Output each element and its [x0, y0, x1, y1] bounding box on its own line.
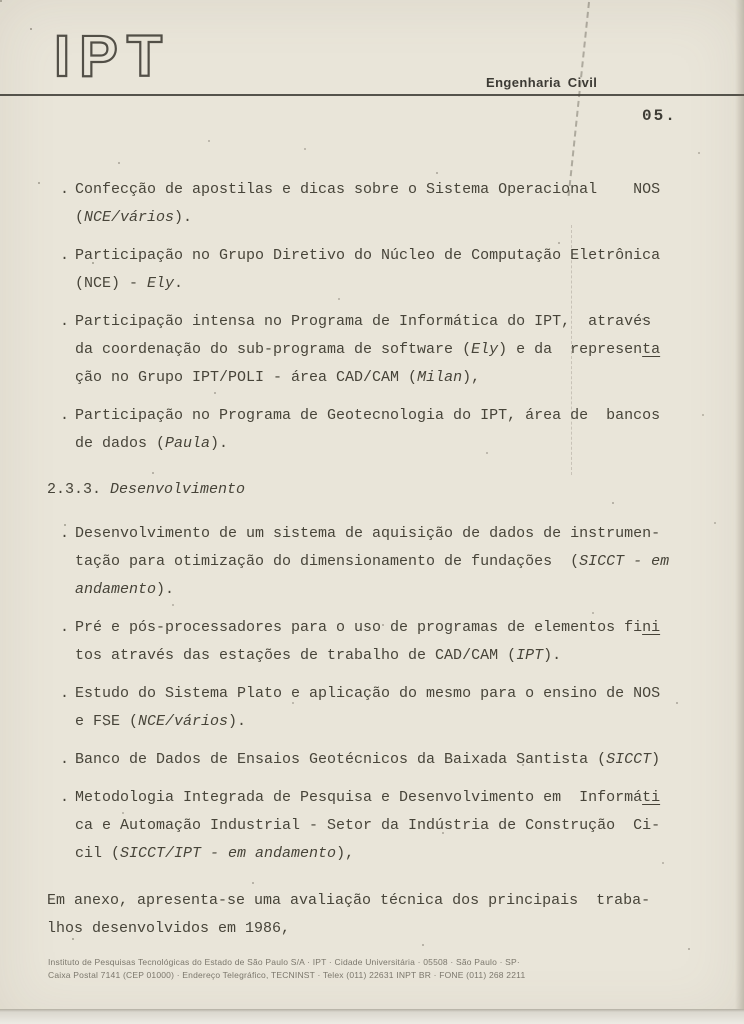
- text-segment: cil (: [75, 845, 121, 862]
- text-segment: Pré e pós-processadores para o uso de programas de elementos fi: [75, 619, 643, 636]
- text-segment: lhos desenvolvidos em 1986,: [47, 920, 291, 937]
- department-label: Engenharia Civil: [486, 75, 598, 90]
- text-lines: [75, 242, 707, 298]
- text-lines: [75, 308, 707, 392]
- text-segment: 2.3.3.: [47, 481, 111, 498]
- text-line: [47, 915, 707, 943]
- text-segment: de dados (: [75, 435, 166, 452]
- text-line: [47, 476, 707, 504]
- text-line: [75, 812, 707, 840]
- text-segment: IPT: [516, 647, 544, 664]
- bullet-item: [47, 176, 707, 232]
- text-line: [75, 308, 707, 336]
- bullet-marker: .: [60, 407, 70, 424]
- paper-crease-mid: [571, 225, 572, 475]
- text-line: [75, 402, 707, 430]
- bullet-marker: .: [60, 247, 70, 264]
- text-lines: [47, 476, 707, 504]
- ipt-logo-text: IPT: [54, 24, 172, 88]
- text-segment: ).: [228, 713, 247, 730]
- bullet-item: [47, 520, 707, 604]
- text-segment: ).: [210, 435, 229, 452]
- bullet-item: [47, 242, 707, 298]
- bullet-item: [47, 402, 707, 458]
- text-segment: tos através das estações de trabalho de CAD/CAM (: [75, 647, 517, 664]
- text-line: [75, 242, 707, 270]
- text-segment: Ely: [147, 275, 175, 292]
- text-segment: ),: [336, 845, 355, 862]
- text-line: [75, 680, 707, 708]
- footer-line-1: Instituto de Pesquisas Tecnológicas do Estado de São Paulo S/A · IPT · Cidade Universitária · 05508 · São Paulo · SP·: [48, 957, 520, 967]
- text-line: [75, 614, 707, 642]
- text-segment: NCE/vários: [84, 209, 175, 226]
- text-line: [75, 642, 707, 670]
- text-segment: Participação no Grupo Diretivo do Núcleo de Computação Eletrônica: [75, 247, 661, 264]
- text-line: [75, 364, 707, 392]
- scan-edge-bottom: [0, 1009, 744, 1024]
- text-segment: SICCT: [606, 751, 652, 768]
- text-lines: [75, 402, 707, 458]
- text-segment: e FSE (: [75, 713, 139, 730]
- text-segment: Milan: [417, 369, 463, 386]
- text-lines: [75, 176, 707, 232]
- text-line: [75, 784, 707, 812]
- text-line: [75, 430, 707, 458]
- text-segment: ): [651, 751, 661, 768]
- bullet-marker: .: [60, 181, 70, 198]
- section-heading: [47, 476, 707, 504]
- text-line: [75, 176, 707, 204]
- text-line: [75, 270, 707, 298]
- ipt-logo-icon: [52, 24, 220, 88]
- bullet-marker: .: [60, 685, 70, 702]
- bullet-item: [47, 614, 707, 670]
- text-line: [75, 840, 707, 868]
- text-lines: [75, 614, 707, 670]
- text-segment: ).: [156, 581, 175, 598]
- content-blocks: [47, 176, 707, 953]
- text-segment: da coordenação do sub-programa de software (: [75, 341, 472, 358]
- ipt-logo: [52, 24, 220, 93]
- text-segment: ni: [642, 619, 661, 636]
- text-segment: ).: [174, 209, 193, 226]
- text-segment: SICCT/IPT - em andamento: [120, 845, 337, 862]
- footer-line-2: Caixa Postal 7141 (CEP 01000) · Endereço Telegráfico, TECNINST · Telex (011) 22631 INPT BR · FONE (011) 268 2211: [48, 970, 526, 980]
- text-line: [75, 548, 707, 576]
- text-segment: Paula: [165, 435, 211, 452]
- text-segment: tação para otimização do dimensionamento de fundações (: [75, 553, 580, 570]
- bullet-marker: .: [60, 789, 70, 806]
- text-segment: Participação intensa no Programa de Informática do IPT, através: [75, 313, 652, 330]
- text-segment: Desenvolvimento: [110, 481, 246, 498]
- text-segment: ta: [642, 341, 661, 358]
- text-line: [75, 336, 707, 364]
- text-line: [47, 887, 707, 915]
- text-lines: [75, 680, 707, 736]
- text-segment: SICCT - em: [579, 553, 670, 570]
- bullet-marker: .: [60, 525, 70, 542]
- text-segment: Desenvolvimento de um sistema de aquisição de dados de instrumen-: [75, 525, 661, 542]
- text-segment: ção no Grupo IPT/POLI - área CAD/CAM (: [75, 369, 418, 386]
- paper-noise: [0, 0, 2, 2]
- text-lines: [75, 784, 707, 868]
- bullet-marker: .: [60, 619, 70, 636]
- text-line: [75, 520, 707, 548]
- text-segment: ) e da represen: [498, 341, 643, 358]
- text-segment: ti: [642, 789, 661, 806]
- text-lines: [47, 887, 707, 943]
- header-divider: [0, 94, 744, 96]
- text-line: [75, 204, 707, 232]
- text-segment: Metodologia Integrada de Pesquisa e Desenvolvimento em Informá: [75, 789, 643, 806]
- text-line: [75, 746, 707, 774]
- text-segment: Em anexo, apresenta-se uma avaliação técnica dos principais traba-: [47, 892, 651, 909]
- text-segment: andamento: [75, 581, 157, 598]
- bullet-item: [47, 308, 707, 392]
- text-segment: ),: [462, 369, 481, 386]
- bullet-marker: .: [60, 751, 70, 768]
- text-segment: Participação no Programa de Geotecnologia do IPT, área de bancos: [75, 407, 661, 424]
- text-segment: .: [174, 275, 184, 292]
- text-segment: Ely: [471, 341, 499, 358]
- scan-edge-right: [735, 0, 744, 1024]
- letterhead-footer: [48, 956, 668, 982]
- bullet-marker: .: [60, 313, 70, 330]
- text-lines: [75, 746, 707, 774]
- text-segment: Confecção de apostilas e dicas sobre o Sistema Operacional NOS: [75, 181, 661, 198]
- text-segment: ).: [543, 647, 562, 664]
- text-line: [75, 708, 707, 736]
- bullet-item: [47, 784, 707, 868]
- text-segment: NCE/vários: [138, 713, 229, 730]
- paper-crease-top: [568, 2, 590, 196]
- paragraph: [47, 887, 707, 943]
- text-segment: Banco de Dados de Ensaios Geotécnicos da Baixada Santista (: [75, 751, 607, 768]
- text-segment: (: [75, 209, 85, 226]
- text-lines: [75, 520, 707, 604]
- text-segment: ca e Automação Industrial - Setor da Indústria de Construção Ci-: [75, 817, 661, 834]
- text-line: [75, 576, 707, 604]
- bullet-item: [47, 746, 707, 774]
- text-segment: Estudo do Sistema Plato e aplicação do mesmo para o ensino de NOS: [75, 685, 661, 702]
- bullet-item: [47, 680, 707, 736]
- text-segment: (NCE) -: [75, 275, 148, 292]
- page-number: 05.: [642, 107, 677, 125]
